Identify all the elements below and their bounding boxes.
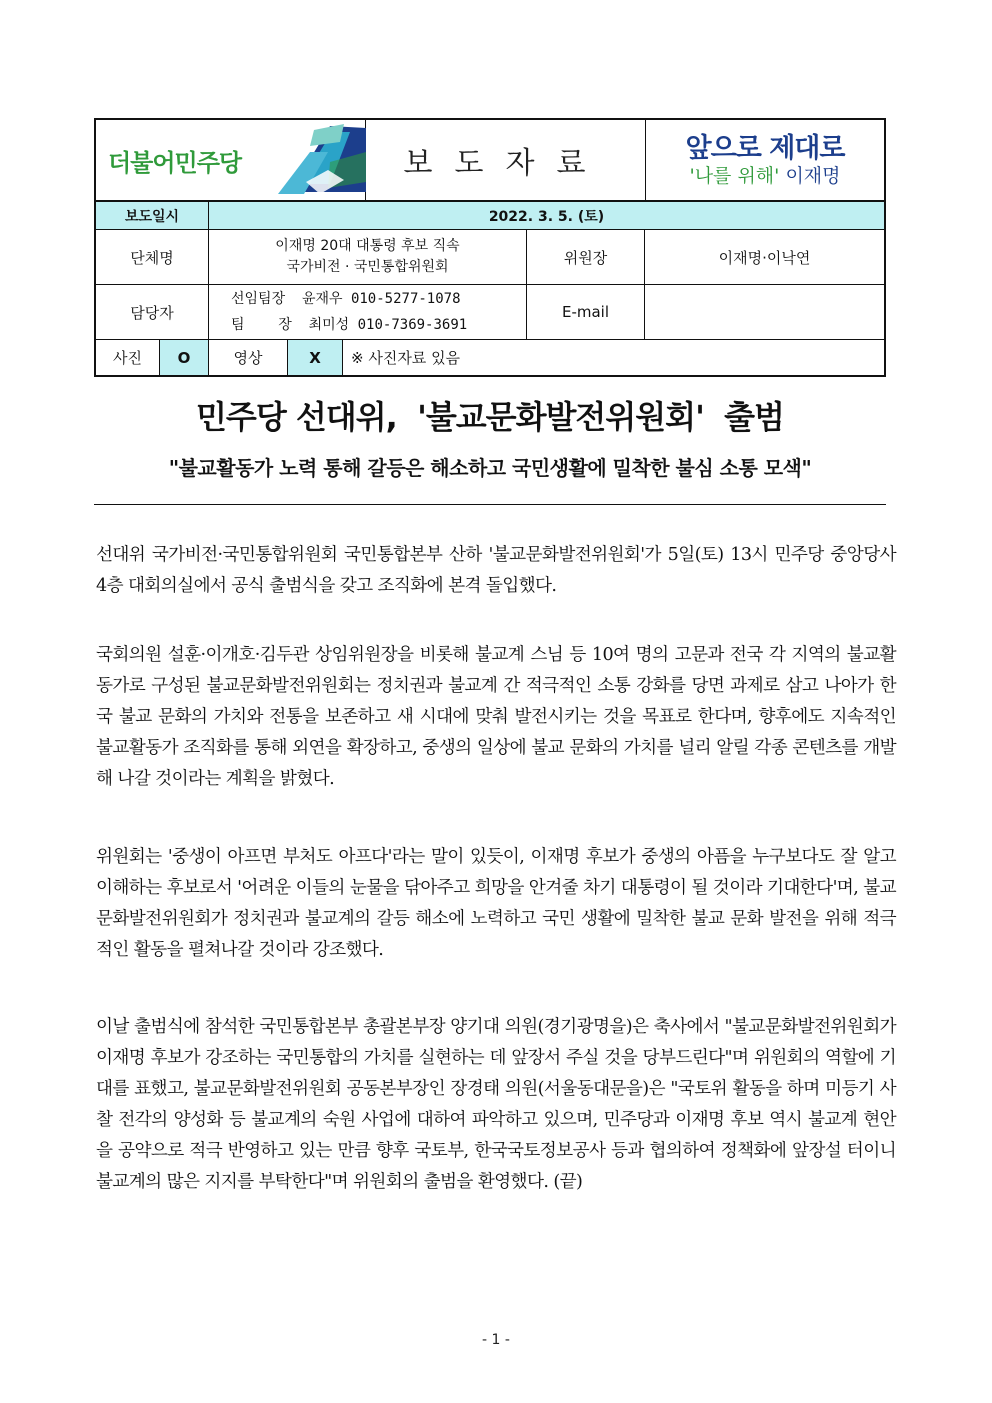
contact-value xyxy=(209,285,527,339)
email-label: E-mail xyxy=(527,285,645,339)
chair-value: 이재명·이낙연 xyxy=(718,248,811,267)
body-paragraph-1: 선대위 국가비전·국민통합위원회 국민통합본부 산하 '불교문화발전위원회'가 5일(토) 13시 민주당 중앙당사 4층 대회의실에서 공식 출범식을 갖고 조직화에 본격 돌입했다. xyxy=(96,545,896,596)
headline: 민주당 선대위, '불교문화발전위원회' 출범 xyxy=(196,398,784,436)
date-row xyxy=(96,202,884,230)
divider xyxy=(94,504,886,505)
chair-label: 위원장 xyxy=(527,230,645,284)
photo-label: 사진 xyxy=(96,340,160,375)
org-label: 단체명 xyxy=(96,230,209,284)
org-row xyxy=(96,230,884,285)
slogan-sub xyxy=(689,165,840,187)
media-row xyxy=(96,340,884,375)
contact-row xyxy=(96,285,884,340)
press-release-header-table xyxy=(94,118,886,377)
press-release-title: 보도자료 xyxy=(366,120,646,200)
slogan-sub-name: 이재명 xyxy=(785,165,841,187)
body-paragraph-4: 이날 출범식에 참석한 국민통합본부 총괄본부장 양기대 의원(경기광명을)은 축사에서 "불교문화발전위원회가 이재명 후보가 강조하는 국민통합의 가치를 실현하는 데 앞장서 주실 것을 당부드린다"며 위원회의 역할에 기대를 표했고, 불교문화발전위원회 공동본부장인 장경태 의원(서울동대문을)은 "국토위 활동을 하며 미등기 사찰 전각의 양성화 등 불교계의 숙원 사업에 대하여 파악하고 있으며, 민주당과 이재명 후보 역시 불교계 현안을 공약으로 적극 반영하고 있는 만큼 향후 국토부, 한국국토정보공사 등과 협의하여 정책화에 앞장설 터이니 불교계의 많은 지지를 부탁한다"며 위원회의 출범을 환영했다. (끝) xyxy=(96,1017,896,1192)
contact-line-2: 팀 장 최미성 010-7369-3691 xyxy=(231,317,468,333)
slogan-sub-quote: '나를 위해' xyxy=(689,165,780,187)
video-label: 영상 xyxy=(209,340,288,375)
campaign-slogan xyxy=(646,120,884,200)
header-row xyxy=(96,120,884,202)
party-emblem-icon xyxy=(270,122,366,198)
date-label: 보도일시 xyxy=(96,202,209,229)
contact-label: 담당자 xyxy=(96,285,209,339)
body-paragraph-2: 국회의원 설훈·이개호·김두관 상임위원장을 비롯해 불교계 스님 등 10여 명의 고문과 전국 각 지역의 불교활동가로 구성된 불교문화발전위원회는 정치권과 불교계 간 적극적인 소통 강화를 당면 과제로 삼고 나아가 한국 불교 문화의 가치와 전통을 보존하고 새 시대에 맞춰 발전시키는 것을 목표로 한다며, 향후에도 지속적인 불교활동가 조직화를 통해 외연을 확장하고, 중생의 일상에 불교 문화의 가치를 널리 알릴 각종 콘텐츠를 개발해 나갈 것이라는 계획을 밝혔다. xyxy=(96,645,896,789)
slogan-main: 앞으로 제대로 xyxy=(685,133,845,164)
party-logo xyxy=(96,120,366,200)
photo-value: O xyxy=(160,340,209,375)
body-paragraph-3: 위원회는 '중생이 아프면 부처도 아프다'라는 말이 있듯이, 이재명 후보가 중생의 아픔을 누구보다도 잘 알고 이해하는 후보로서 '어려운 이들의 눈물을 닦아주고 희망을 안겨줄 차기 대통령이 될 것이라 기대한다'며, 불교문화발전위원회가 정치권과 불교계의 갈등 해소에 노력하고 국민 생활에 밀착한 불교 문화 발전을 위해 적극적인 활동을 펼쳐나갈 것이라 강조했다. xyxy=(96,847,896,960)
video-value: X xyxy=(288,340,343,375)
org-line-2: 국가비전 · 국민통합위원회 xyxy=(286,259,449,275)
party-logo-text: 더불어민주당 xyxy=(108,148,242,177)
email-value xyxy=(645,285,884,339)
contact-line-1: 선임팀장 윤재우 010-5277-1078 xyxy=(231,291,461,307)
media-note: ※ 사진자료 있음 xyxy=(351,349,461,367)
org-line-1: 이재명 20대 대통령 후보 직속 xyxy=(275,238,460,254)
date-value: 2022. 3. 5. (토) xyxy=(488,208,605,225)
page-number: - 1 - xyxy=(482,1332,510,1348)
org-value xyxy=(209,230,527,284)
subheadline: "불교활동가 노력 통해 갈등은 해소하고 국민생활에 밀착한 불심 소통 모색" xyxy=(168,456,812,480)
